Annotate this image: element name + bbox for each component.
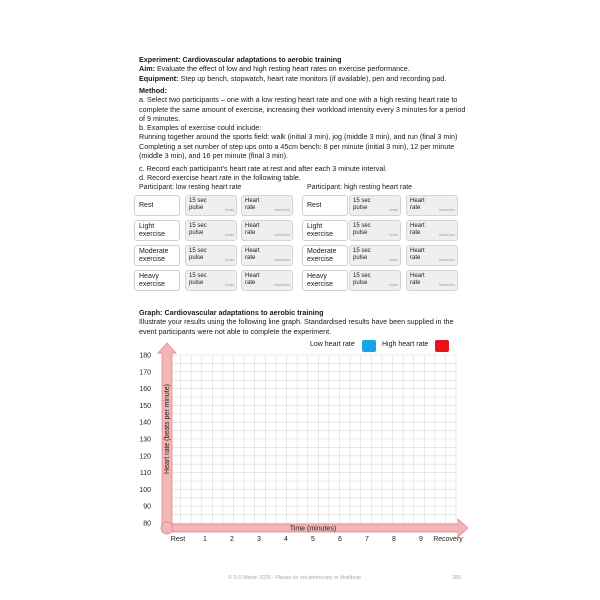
pulse-unit: beats — [225, 208, 234, 212]
x-tick-label: Rest — [170, 536, 186, 543]
pulse-input-box[interactable] — [185, 270, 237, 291]
y-tick-label: 80 — [143, 520, 151, 528]
x-tick-label: 4 — [284, 536, 288, 543]
method-block-2 — [139, 164, 479, 183]
experiment-title: Experiment: Cardiovascular adaptations to aerobic training — [139, 55, 342, 64]
x-tick-label: 7 — [365, 536, 369, 543]
y-tick-label: 150 — [139, 402, 151, 410]
copyright-text: © S D Martin 2026 - Please do not photocopy or distribute — [228, 575, 362, 581]
method-line: d. Record exercise heart rate in the following table. — [139, 173, 301, 183]
aim-text: Evaluate the effect of low and high resting heart rates on exercise performance. — [154, 64, 410, 74]
y-tick-label: 120 — [139, 453, 151, 461]
pulse-unit: beats — [225, 258, 234, 262]
hr-label: Heart rate — [410, 223, 425, 236]
x-tick-label: 5 — [311, 536, 315, 543]
pulse-input-box[interactable] — [349, 195, 401, 216]
hr-label: Heart rate — [410, 273, 425, 286]
row-label: Heavy exercise — [134, 270, 180, 291]
legend-low-label: Low heart rate — [310, 341, 355, 348]
hr-unit: beats/min — [274, 258, 290, 262]
graph-heading: Graph: Cardiovascular adaptations to aerobic training — [139, 308, 324, 317]
hr-unit: beats/min — [439, 233, 455, 237]
x-tick-label: 6 — [338, 536, 342, 543]
method-line: a. Select two participants – one with a low resting heart rate and one with a high resting heart rate to — [139, 95, 458, 105]
page-number: 283 — [452, 575, 461, 581]
pulse-input-box[interactable] — [349, 270, 401, 291]
method-heading: Method: — [139, 86, 167, 95]
hr-label: Heart rate — [410, 198, 425, 211]
x-tick-label: 9 — [419, 536, 423, 543]
low-rhr-table — [134, 195, 296, 295]
equipment-line — [139, 74, 479, 83]
pulse-unit: beats — [389, 233, 398, 237]
x-tick-label: 1 — [203, 536, 207, 543]
axis-origin — [161, 522, 173, 534]
low-table-title: Participant: low resting heart rate — [139, 184, 242, 191]
hr-unit: beats/min — [274, 233, 290, 237]
x-tick-label: Recovery — [433, 536, 463, 543]
method-line: b. Examples of exercise could include: — [139, 123, 262, 133]
y-tick-label: 140 — [139, 419, 151, 427]
hr-label: Heart rate — [245, 248, 260, 261]
row-label: Heavy exercise — [302, 270, 348, 291]
high-rhr-table — [302, 195, 464, 295]
pulse-input-box[interactable] — [185, 195, 237, 216]
y-axis-label: Heart rate (beats per minute) — [164, 384, 171, 474]
y-tick-label: 130 — [139, 436, 151, 444]
hr-unit: beats/min — [439, 258, 455, 262]
pulse-label: 15 sec pulse — [353, 223, 371, 236]
graph-line: Illustrate your results using the following line graph. Standardised results have been supplied in the — [139, 317, 454, 327]
pulse-unit: beats — [389, 208, 398, 212]
hr-label: Heart rate — [245, 198, 260, 211]
method-line: Completing a set number of step ups onto a 45cm bench: 8 per minute (initial 3 min), 12 per minute — [139, 141, 455, 151]
y-tick-label: 90 — [143, 503, 151, 511]
pulse-unit: beats — [389, 283, 398, 287]
pulse-unit: beats — [389, 258, 398, 262]
equipment-label: Equipment: — [139, 73, 179, 83]
pulse-unit: beats — [225, 283, 234, 287]
heart-rate-input-box[interactable] — [241, 270, 293, 291]
x-tick-label: 8 — [392, 536, 396, 543]
aim-label: Aim: — [139, 64, 155, 74]
hr-unit: beats/min — [274, 208, 290, 212]
row-label: Rest — [134, 195, 180, 216]
method-line: (middle 3 min), and 16 per minute (final 3 min). — [139, 151, 289, 161]
y-tick-label: 170 — [139, 369, 151, 377]
table-row — [302, 220, 464, 241]
hr-label: Heart rate — [245, 273, 260, 286]
method-line: of 9 minutes. — [139, 113, 181, 123]
method-line: c. Record each participant’s heart rate at rest and after each 3 minute interval. — [139, 164, 387, 173]
pulse-unit: beats — [225, 233, 234, 237]
heart-rate-input-box[interactable] — [406, 245, 458, 266]
pulse-label: 15 sec pulse — [353, 198, 371, 211]
heart-rate-input-box[interactable] — [241, 220, 293, 241]
pulse-input-box[interactable] — [185, 245, 237, 266]
hr-unit: beats/min — [439, 208, 455, 212]
heart-rate-input-box[interactable] — [241, 195, 293, 216]
x-tick-label: 2 — [230, 536, 234, 543]
graph-intro — [139, 308, 479, 336]
pulse-input-box[interactable] — [349, 220, 401, 241]
x-tick-label: 3 — [257, 536, 261, 543]
pulse-label: 15 sec pulse — [189, 273, 207, 286]
method-line: complete the same amount of exercise, increasing their workload intensity every 3 minutes for a period — [139, 104, 466, 114]
row-label: Rest — [302, 195, 348, 216]
row-label: Moderate exercise — [302, 245, 348, 266]
row-label: Moderate exercise — [134, 245, 180, 266]
table-row — [134, 245, 296, 266]
pulse-label: 15 sec pulse — [353, 248, 371, 261]
row-label: Light exercise — [302, 220, 348, 241]
high-table-title: Participant: high resting heart rate — [307, 184, 413, 191]
pulse-label: 15 sec pulse — [189, 248, 207, 261]
row-label: Light exercise — [134, 220, 180, 241]
y-tick-label: 100 — [139, 486, 151, 494]
table-row — [302, 270, 464, 291]
heart-rate-input-box[interactable] — [241, 245, 293, 266]
table-row — [134, 195, 296, 216]
heart-rate-line-graph[interactable] — [138, 340, 468, 555]
legend-high-label: High heart rate — [382, 341, 429, 348]
pulse-input-box[interactable] — [185, 220, 237, 241]
heart-rate-input-box[interactable] — [406, 270, 458, 291]
hr-unit: beats/min — [274, 283, 290, 287]
aim-line — [139, 64, 479, 73]
table-row — [134, 220, 296, 241]
hr-label: Heart rate — [245, 223, 260, 236]
hr-unit: beats/min — [439, 283, 455, 287]
method-block — [139, 86, 479, 160]
heart-rate-input-box[interactable] — [406, 220, 458, 241]
method-line: Running together around the sports field: walk (initial 3 min), jog (middle 3 min), and run (final 3 min) — [139, 132, 458, 142]
table-row — [134, 270, 296, 291]
y-tick-label: 110 — [139, 470, 151, 478]
pulse-label: 15 sec pulse — [189, 198, 207, 211]
y-tick-label: 160 — [139, 386, 151, 394]
pulse-input-box[interactable] — [349, 245, 401, 266]
pulse-label: 15 sec pulse — [353, 273, 371, 286]
equipment-text: Step up bench, stopwatch, heart rate monitors (if available), pen and recording pad. — [178, 73, 447, 83]
x-axis-label: Time (minutes) — [289, 525, 337, 533]
pulse-label: 15 sec pulse — [189, 223, 207, 236]
y-tick-label: 180 — [139, 352, 151, 360]
graph-line: event participants were not able to complete the experiment. — [139, 326, 332, 336]
table-row — [302, 195, 464, 216]
hr-label: Heart rate — [410, 248, 425, 261]
heart-rate-input-box[interactable] — [406, 195, 458, 216]
intro-block — [139, 55, 479, 83]
table-row — [302, 245, 464, 266]
